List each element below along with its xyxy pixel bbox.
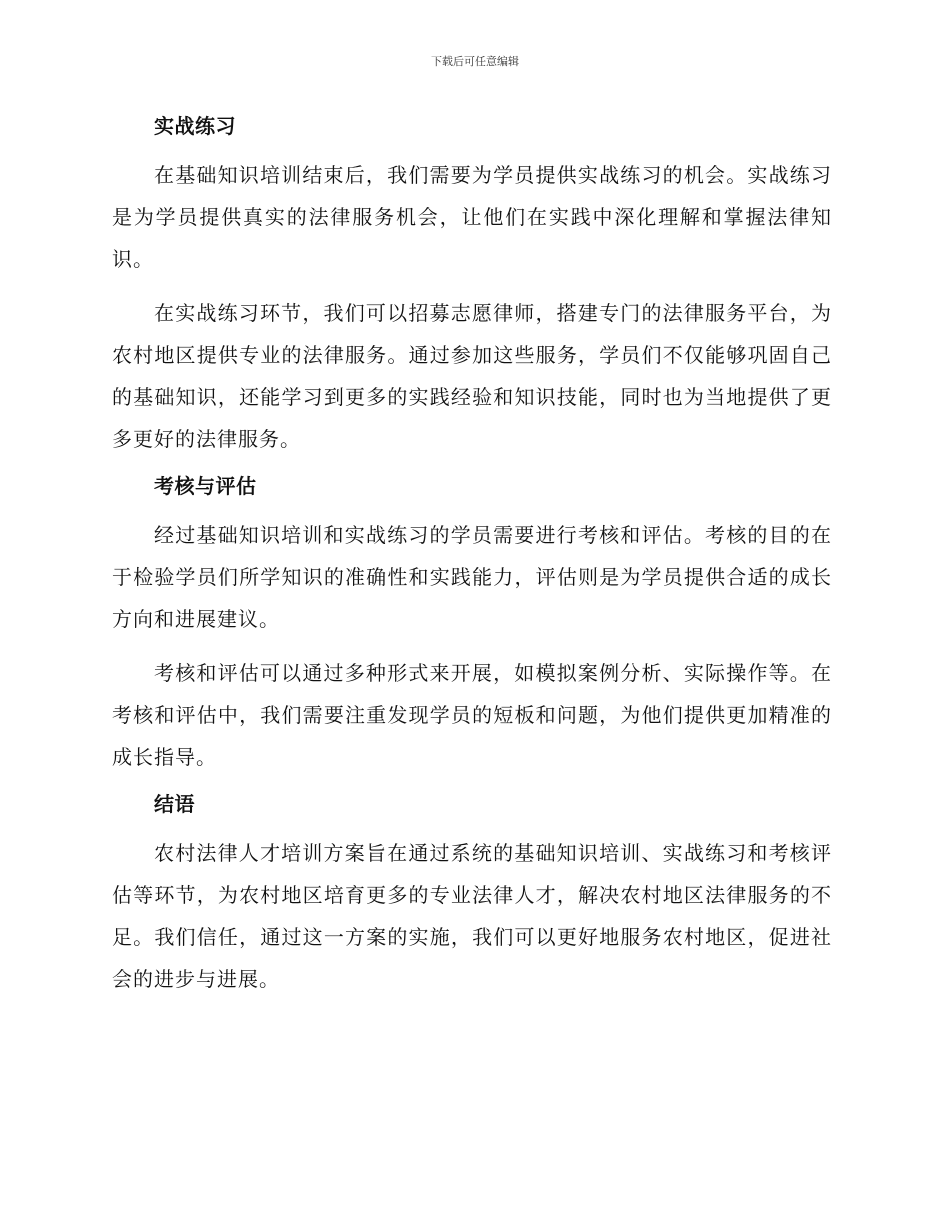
section-title: 考核与评估 bbox=[154, 474, 257, 498]
paragraph: 经过基础知识培训和实战练习的学员需要进行考核和评估。考核的目的在于检验学员们所学知识的准确性和实践能力，评估则是为学员提供合适的成长方向和进展建议。 bbox=[112, 523, 832, 631]
section-practice bbox=[112, 112, 832, 460]
section-title: 实战练习 bbox=[154, 114, 236, 138]
paragraph: 考核和评估可以通过多种形式来开展，如模拟案例分析、实际操作等。在考核和评估中，我们需要注重发现学员的短板和问题，为他们提供更加精准的成长指导。 bbox=[112, 661, 832, 769]
paragraph: 在实战练习环节，我们可以招募志愿律师，搭建专门的法律服务平台，为农村地区提供专业的法律服务。通过参加这些服务，学员们不仅能够巩固自己的基础知识，还能学习到更多的实践经验和知识技能，同时也为当地提供了更多更好的法律服务。 bbox=[112, 301, 832, 451]
page-header-note: 下载后可任意编辑 bbox=[431, 55, 519, 68]
section-title: 结语 bbox=[154, 792, 195, 816]
section-conclusion bbox=[112, 790, 832, 1000]
section-assessment bbox=[112, 472, 832, 778]
paragraph: 农村法律人才培训方案旨在通过系统的基础知识培训、实战练习和考核评估等环节，为农村地区培育更多的专业法律人才，解决农村地区法律服务的不足。我们信任，通过这一方案的实施，我们可以更好地服务农村地区，促进社会的进步与进展。 bbox=[112, 841, 832, 991]
paragraph: 在基础知识培训结束后，我们需要为学员提供实战练习的机会。实战练习是为学员提供真实的法律服务机会，让他们在实践中深化理解和掌握法律知识。 bbox=[112, 163, 832, 271]
document-body bbox=[112, 112, 832, 1000]
